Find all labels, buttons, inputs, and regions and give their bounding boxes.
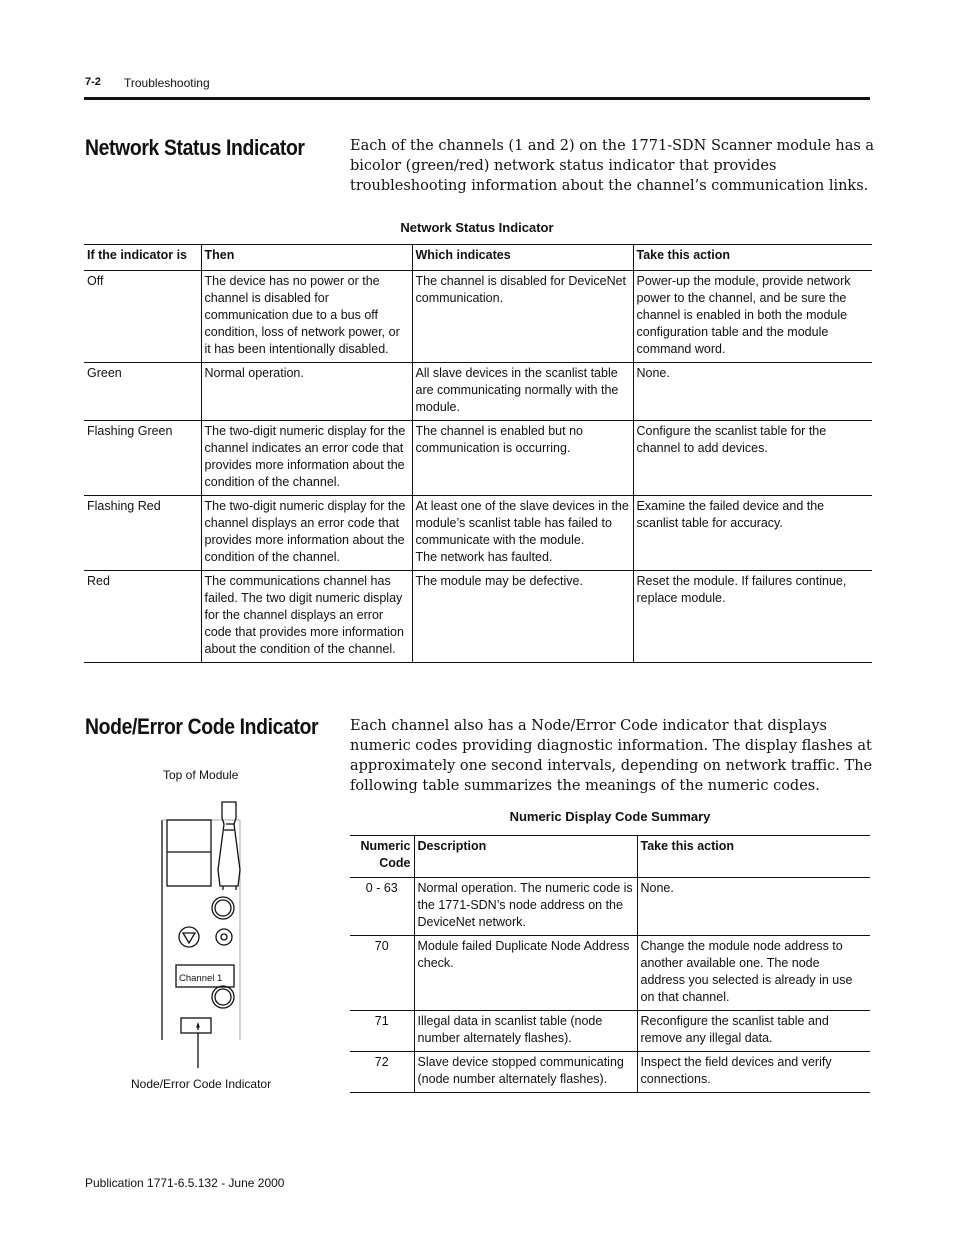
table-cell: Change the module node address to another available one. The node address you selected is already in use on that channel. — [637, 936, 870, 1011]
column-header: Take this action — [637, 836, 870, 878]
table-cell: The two-digit numeric display for the channel indicates an error code that provides more information about the condition of the channel. — [201, 421, 412, 496]
table-row — [350, 1011, 870, 1052]
table-row — [84, 363, 872, 421]
table-header-row — [84, 245, 872, 271]
table-row — [350, 878, 870, 936]
node-error-heading: Node/Error Code Indicator — [85, 714, 319, 739]
table-cell: The two-digit numeric display for the channel displays an error code that provides more information about the condition of the channel. — [201, 496, 412, 571]
table-cell: The communications channel has failed. The two digit numeric display for the channel displays an error code that provides more information about the condition of the channel. — [201, 571, 412, 663]
table-cell: Off — [87, 274, 104, 288]
table-cell: Slave device stopped communicating (node number alternately flashes). — [414, 1052, 637, 1093]
table-cell: Illegal data in scanlist table (node number alternately flashes). — [414, 1011, 637, 1052]
table-cell: Inspect the field devices and verify connections. — [637, 1052, 870, 1093]
table-cell: All slave devices in the scanlist table are communicating normally with the module. — [412, 363, 633, 421]
table-row — [84, 271, 872, 363]
table-row — [350, 1052, 870, 1093]
table-cell: Examine the failed device and the scanlist table for accuracy. — [633, 496, 872, 571]
table-cell: Reset the module. If failures continue, replace module. — [633, 571, 872, 663]
table-row — [84, 571, 872, 663]
table-cell: None. — [633, 363, 872, 421]
top-of-module-label: Top of Module — [163, 768, 239, 782]
module-diagram — [150, 790, 250, 1070]
header-rule — [84, 97, 870, 100]
table-cell: At least one of the slave devices in the module’s scanlist table has failed to communicate with the module. The network has faulted. — [412, 496, 633, 571]
table-cell: 0 - 63 — [365, 881, 398, 895]
network-status-table — [84, 244, 872, 663]
section-title: Troubleshooting — [124, 76, 210, 90]
network-table-caption: Network Status Indicator — [400, 220, 554, 235]
table-cell: Configure the scanlist table for the channel to add devices. — [633, 421, 872, 496]
node-error-indicator-label: Node/Error Code Indicator — [131, 1077, 272, 1091]
table-cell: The device has no power or the channel is disabled for communication due to a bus off condition, loss of network power, or it has been intentionally disabled. — [201, 271, 412, 363]
table-cell: Normal operation. The numeric code is the 1771-SDN’s node address on the DeviceNet network. — [414, 878, 637, 936]
column-header: Description — [414, 836, 637, 878]
table-header-row — [350, 836, 870, 878]
table-cell: The module may be defective. — [412, 571, 633, 663]
publication-footer: Publication 1771-6.5.132 - June 2000 — [85, 1176, 285, 1190]
table-cell: Flashing Red — [87, 499, 161, 513]
column-header: Numeric Code — [360, 839, 411, 870]
table-cell: Module failed Duplicate Node Address check. — [414, 936, 637, 1011]
table-cell: None. — [637, 878, 870, 936]
table-row — [84, 421, 872, 496]
page-number: 7-2 — [85, 76, 101, 88]
table-row — [350, 936, 870, 1011]
table-row — [84, 496, 872, 571]
network-status-intro: Each of the channels (1 and 2) on the 1771-SDN Scanner module has a bicolor (green/red) network status indicator that provides troubleshooting information about the channel’s communication links. — [350, 138, 875, 194]
table-cell: 70 — [374, 939, 389, 953]
column-header: Then — [201, 245, 412, 271]
channel-1-label: Channel 1 — [179, 973, 223, 984]
numeric-code-table — [350, 835, 870, 1093]
table-cell: The channel is enabled but no communication is occurring. — [412, 421, 633, 496]
column-header: Take this action — [633, 245, 872, 271]
network-status-heading: Network Status Indicator — [85, 135, 305, 160]
column-header: If the indicator is — [87, 248, 188, 262]
table-cell: 71 — [374, 1014, 389, 1028]
table-cell: Flashing Green — [87, 424, 173, 438]
table-cell: 72 — [374, 1055, 389, 1069]
node-error-intro: Each channel also has a Node/Error Code indicator that displays numeric codes providing diagnostic information. The display flashes at approximately one second intervals, depending on network traffic. The following table summarizes the meanings of the numeric codes. — [350, 718, 873, 794]
table-cell: Normal operation. — [201, 363, 412, 421]
column-header: Which indicates — [412, 245, 633, 271]
table-cell: Red — [87, 574, 110, 588]
numeric-table-caption: Numeric Display Code Summary — [509, 809, 711, 824]
table-cell: Green — [87, 366, 122, 380]
table-cell: Power-up the module, provide network power to the channel, and be sure the channel is enabled in both the module configuration table and the module command word. — [633, 271, 872, 363]
table-cell: The channel is disabled for DeviceNet communication. — [412, 271, 633, 363]
table-cell: Reconfigure the scanlist table and remove any illegal data. — [637, 1011, 870, 1052]
